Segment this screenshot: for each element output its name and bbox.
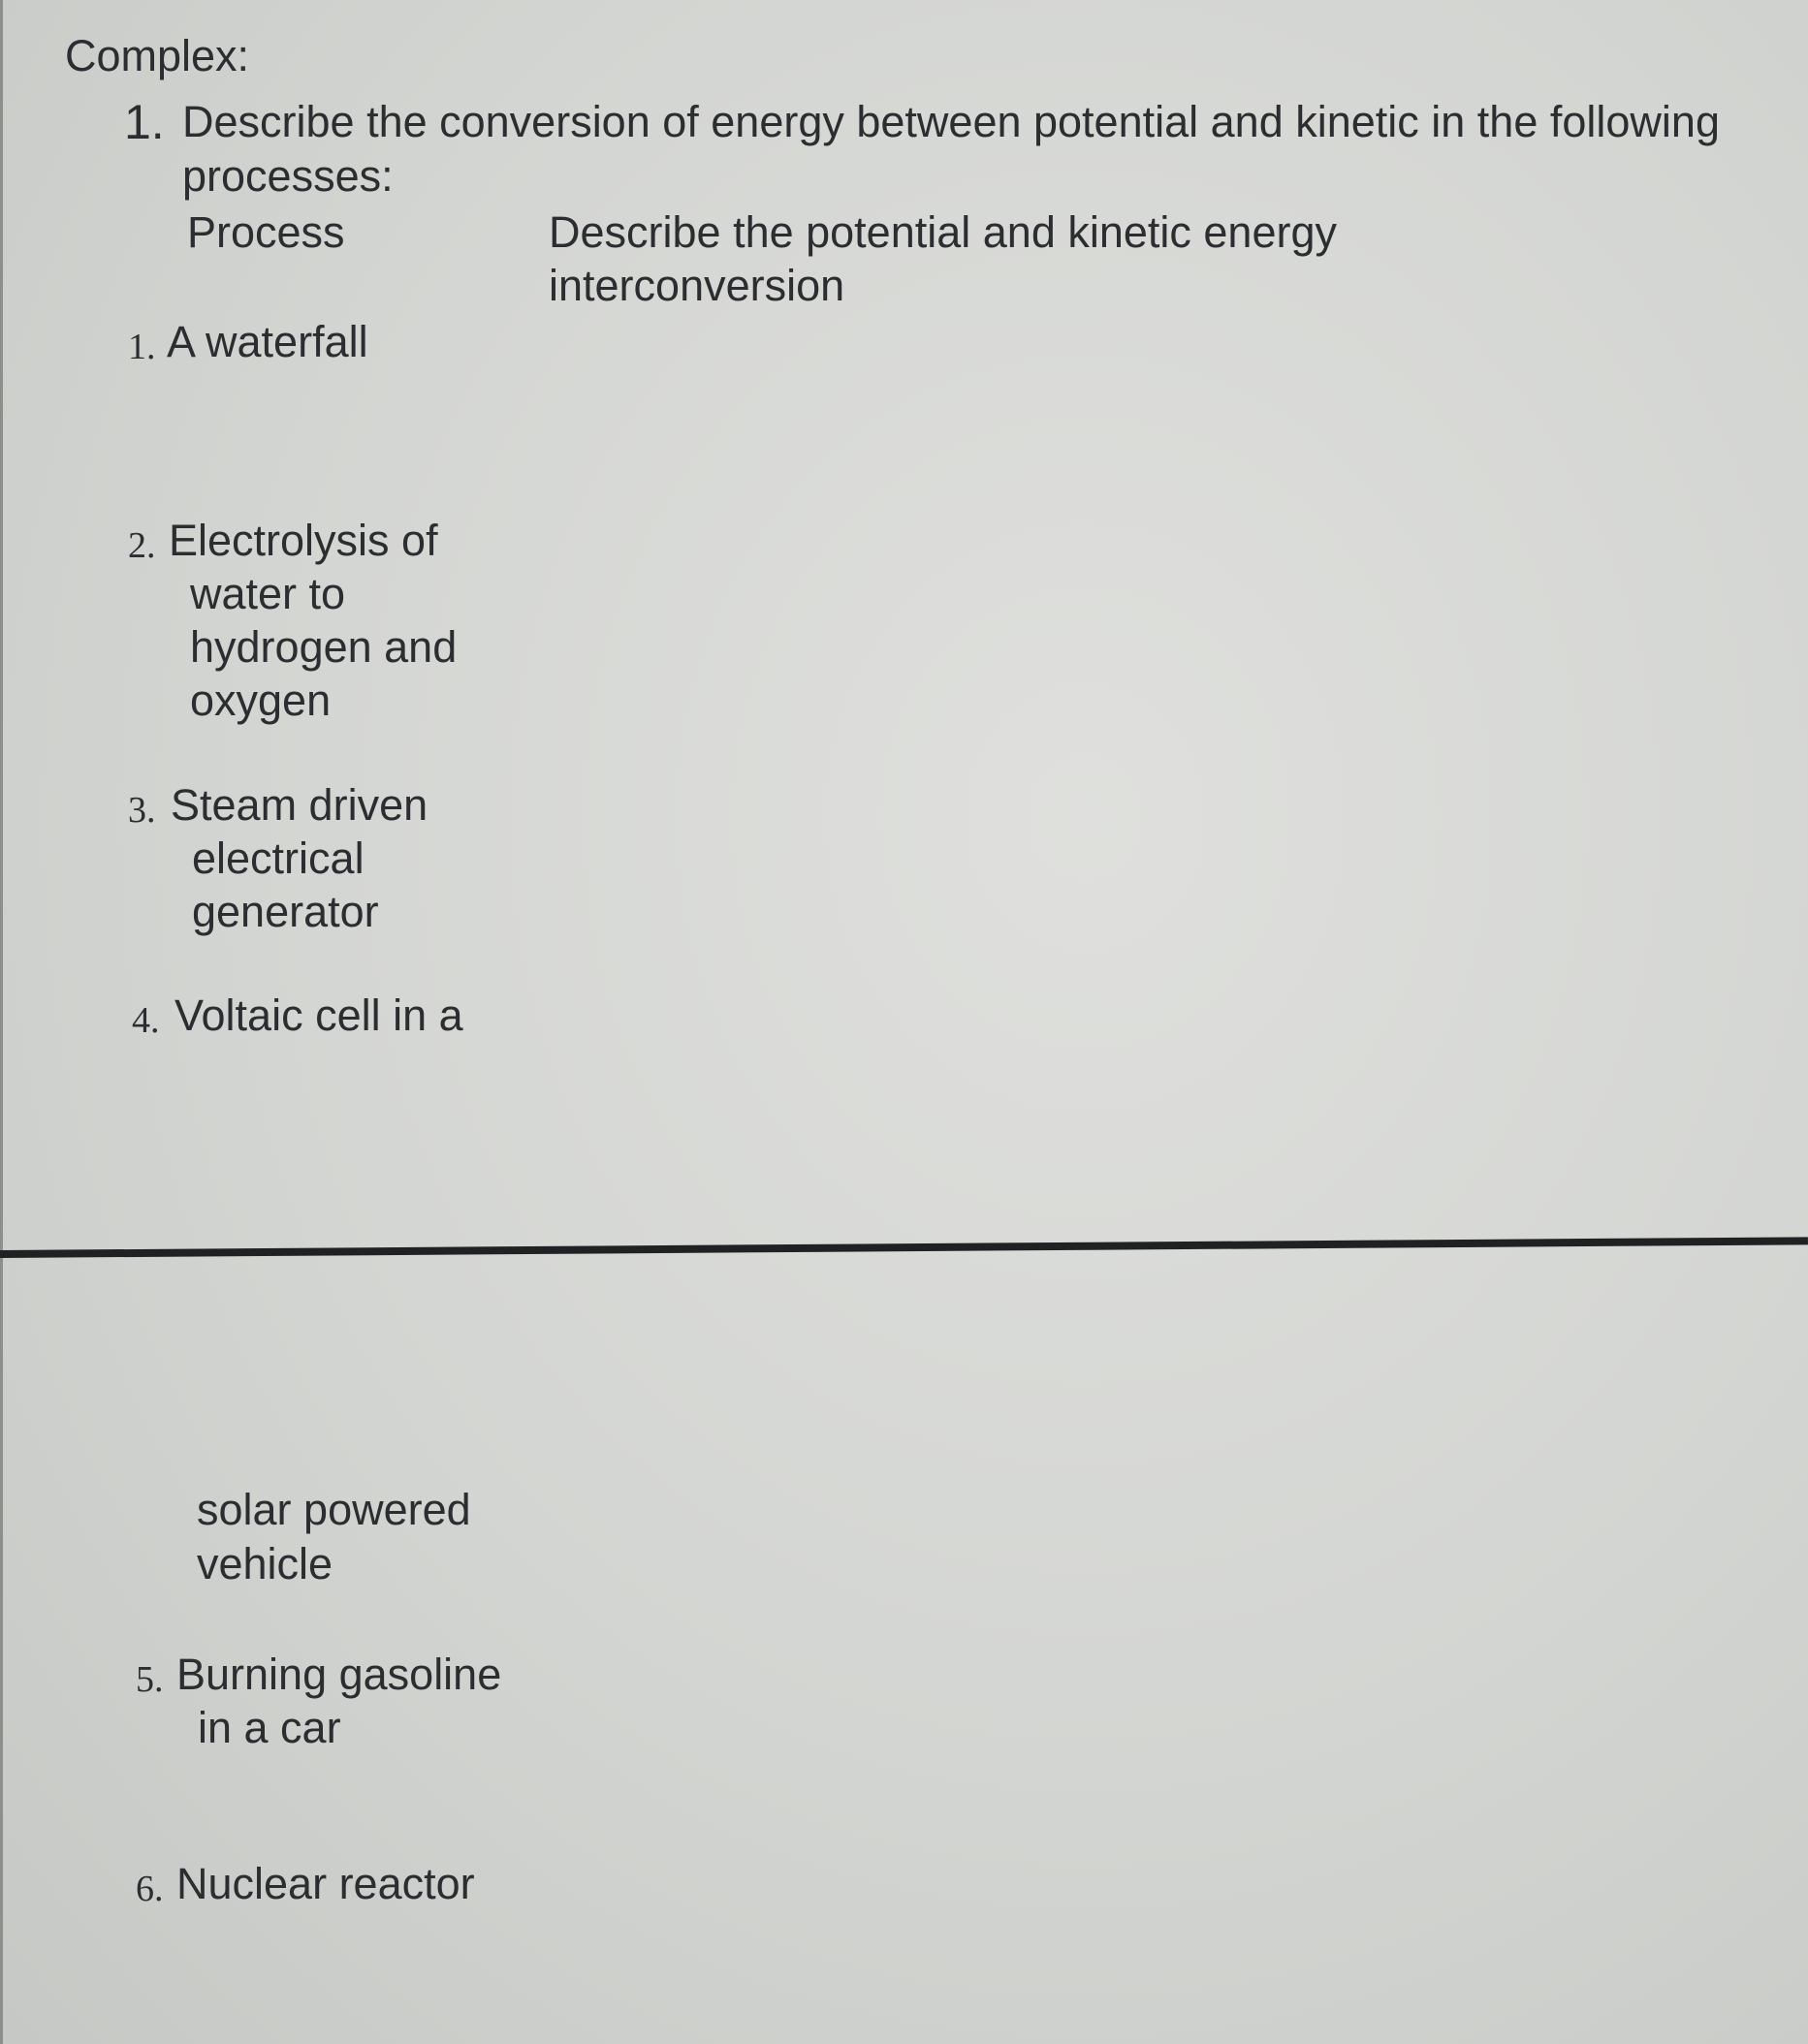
item-line: Nuclear reactor bbox=[176, 1859, 475, 1908]
question-prompt-line-2: processes: bbox=[182, 151, 394, 201]
item-number: 2. bbox=[128, 525, 156, 566]
item-line: generator bbox=[192, 887, 379, 936]
page-edge bbox=[0, 0, 3, 2044]
item-line: hydrogen and bbox=[190, 622, 458, 672]
item-line: in a car bbox=[198, 1703, 341, 1752]
section-heading: Complex: bbox=[65, 31, 250, 80]
item-line: solar powered bbox=[197, 1485, 471, 1534]
item-line: electrical bbox=[192, 833, 365, 883]
process-item-voltaic-cell-continued bbox=[197, 1483, 471, 1591]
item-line: A waterfall bbox=[167, 317, 368, 366]
question-prompt-line-1: Describe the conversion of energy between potential and kinetic in the following bbox=[182, 97, 1720, 146]
item-number: 3. bbox=[128, 790, 156, 831]
describe-column-header bbox=[549, 205, 1337, 312]
item-number: 6. bbox=[136, 1869, 164, 1909]
item-line: vehicle bbox=[197, 1539, 333, 1588]
question-prompt bbox=[182, 95, 1720, 204]
item-line: Electrolysis of bbox=[169, 516, 438, 565]
page-divider-line bbox=[0, 1237, 1808, 1258]
item-number: 1. bbox=[128, 327, 156, 367]
describe-header-line-1: Describe the potential and kinetic energy bbox=[549, 207, 1337, 257]
item-line: oxygen bbox=[190, 676, 332, 725]
item-line: Burning gasoline bbox=[176, 1650, 502, 1699]
question-number: 1. bbox=[124, 95, 165, 149]
describe-header-line-2: interconversion bbox=[549, 261, 845, 310]
item-line: water to bbox=[190, 569, 346, 618]
item-number: 4. bbox=[132, 1000, 160, 1041]
item-line: Voltaic cell in a bbox=[174, 991, 463, 1040]
item-number: 5. bbox=[136, 1659, 164, 1700]
process-column-header: Process bbox=[187, 207, 345, 257]
item-line: Steam driven bbox=[171, 780, 428, 830]
